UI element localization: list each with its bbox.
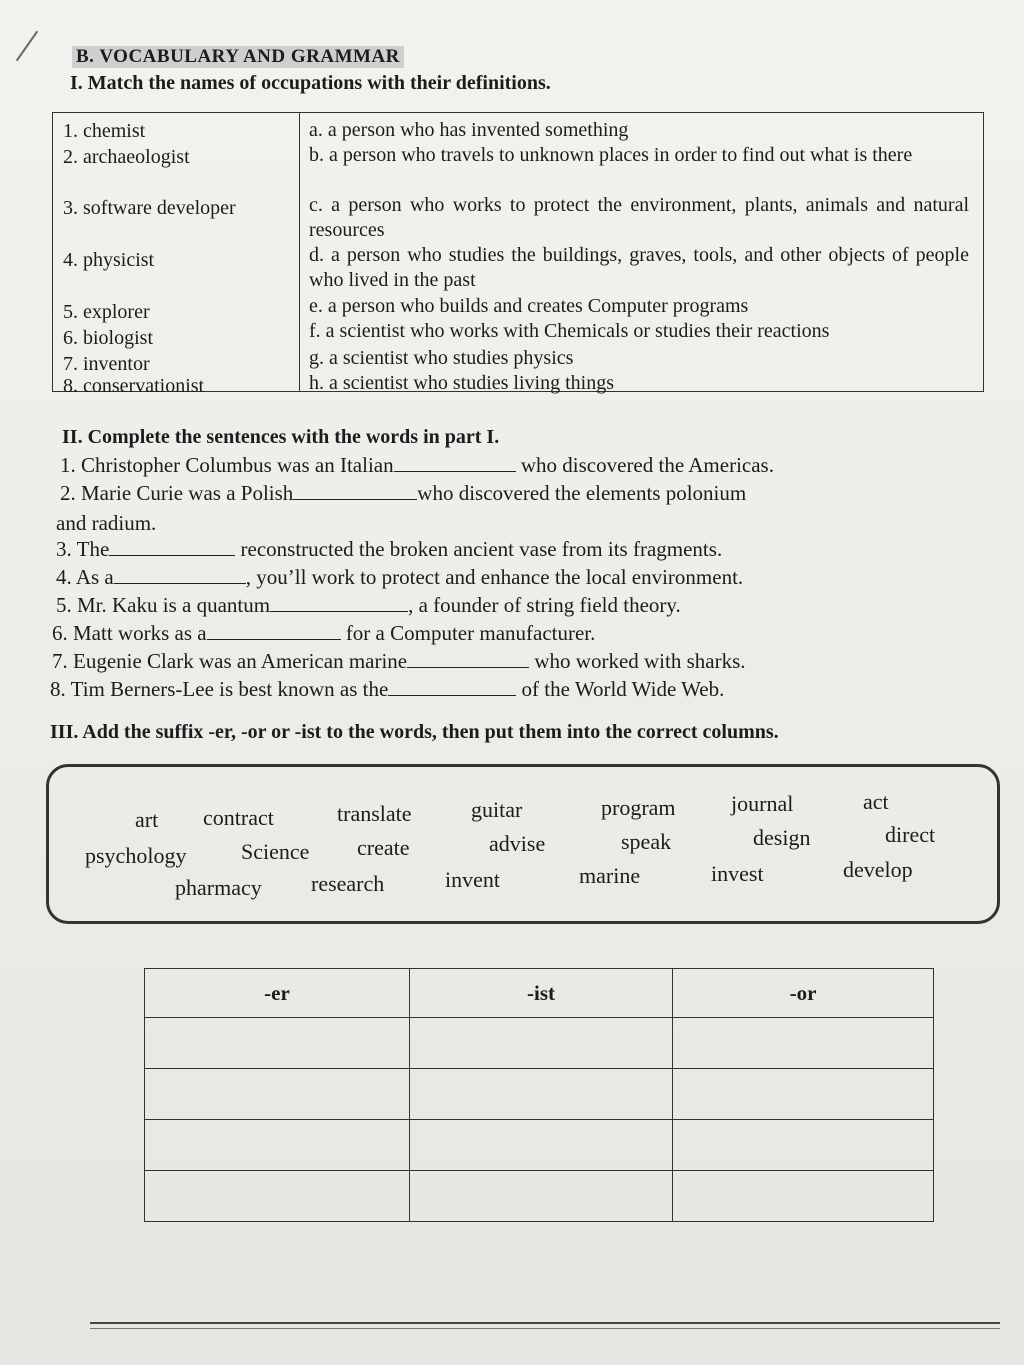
page-footer-rule (90, 1328, 1000, 1329)
answer-cell[interactable] (673, 1018, 934, 1069)
word-item: pharmacy (175, 875, 262, 900)
sentence-text: 7. Eugenie Clark was an American marine (52, 649, 408, 673)
sentence-text: who discovered the elements polonium (417, 481, 747, 505)
word-item: marine (579, 863, 641, 888)
answer-cell[interactable] (673, 1069, 934, 1120)
sentence-text: 3. The (56, 537, 110, 561)
sentence-text: who worked with sharks. (534, 649, 746, 673)
definition-item: d. a person who studies the buildings, graves, tools, and other objects of people who lived in the past (309, 244, 969, 291)
answer-blank[interactable] (207, 621, 341, 640)
suffix-table-header-row (145, 969, 934, 1018)
sentence-2-continued (56, 511, 156, 536)
word-item: guitar (471, 797, 523, 822)
suffix-table (144, 968, 934, 1222)
word-item: invest (711, 861, 764, 886)
answer-blank[interactable] (270, 593, 408, 612)
sentence-6 (52, 621, 595, 646)
pencil-mark (16, 31, 38, 62)
answer-cell[interactable] (673, 1120, 934, 1171)
answer-blank[interactable] (109, 537, 235, 556)
answer-cell[interactable] (410, 1018, 673, 1069)
word-item: create (357, 835, 410, 860)
sentence-text: 2. Marie Curie was a Polish (60, 481, 294, 505)
occupation-item: 8. conservationist (63, 375, 205, 397)
word-item: invent (445, 867, 500, 892)
word-item: direct (885, 822, 936, 847)
sentence-text: 6. Matt works as a (52, 621, 207, 645)
sentence-text: 4. As a (56, 565, 114, 589)
occupation-item: 5. explorer (63, 301, 150, 323)
word-item: speak (621, 829, 672, 854)
answer-cell[interactable] (145, 1018, 410, 1069)
answer-cell[interactable] (145, 1069, 410, 1120)
part1-instruction: I. Match the names of occupations with their definitions. (70, 72, 551, 94)
sentence-3 (56, 537, 722, 562)
answer-blank[interactable] (394, 453, 516, 472)
part3-instruction: III. Add the suffix -er, -or or -ist to the words, then put them into the correct columns. (50, 721, 779, 743)
sentence-1 (60, 453, 774, 478)
word-item: research (311, 871, 385, 896)
table-row (145, 1018, 934, 1069)
sentence-5 (56, 593, 681, 618)
answer-cell[interactable] (673, 1171, 934, 1222)
sentence-text: for a Computer manufacturer. (345, 621, 596, 645)
word-item: act (863, 789, 889, 814)
sentence-text: 5. Mr. Kaku is a quantum (56, 593, 271, 617)
answer-blank[interactable] (114, 565, 246, 584)
word-box (46, 764, 1000, 924)
table-row (145, 1171, 934, 1222)
occupation-item: 2. archaeologist (63, 146, 190, 168)
definition-item: f. a scientist who works with Chemicals or studies their reactions (309, 320, 830, 342)
section-title: B. VOCABULARY AND GRAMMAR (72, 46, 404, 68)
occupation-item: 6. biologist (63, 327, 154, 349)
sentence-text: and radium. (56, 511, 157, 535)
definition-item: e. a person who builds and creates Computer programs (309, 295, 749, 317)
sentence-2 (60, 481, 746, 506)
answer-blank[interactable] (388, 677, 516, 696)
answer-cell[interactable] (410, 1069, 673, 1120)
answer-blank[interactable] (293, 481, 417, 500)
word-item: art (135, 807, 159, 832)
word-item: advise (489, 831, 546, 856)
column-header-ist: -ist (410, 969, 673, 1018)
definition-item: b. a person who travels to unknown places in order to find out what is there (309, 144, 913, 166)
word-item: Science (241, 839, 310, 864)
table-row (145, 1069, 934, 1120)
sentence-text: 1. Christopher Columbus was an Italian (60, 453, 394, 477)
match-table-divider (299, 113, 300, 391)
sentence-text: of the World Wide Web. (521, 677, 725, 701)
sentence-text: , you’ll work to protect and enhance the local environment. (245, 565, 744, 589)
sentence-8 (50, 677, 724, 702)
word-item: journal (731, 791, 794, 816)
occupation-item: 4. physicist (63, 249, 155, 271)
table-row (145, 1120, 934, 1171)
word-item: translate (337, 801, 412, 826)
definition-item: a. a person who has invented something (309, 119, 629, 141)
sentence-text: , a founder of string field theory. (408, 593, 681, 617)
sentence-text: who discovered the Americas. (520, 453, 774, 477)
column-header-er: -er (145, 969, 410, 1018)
definition-item: g. a scientist who studies physics (309, 347, 574, 369)
answer-cell[interactable] (145, 1171, 410, 1222)
word-item: psychology (85, 843, 187, 868)
occupation-item: 7. inventor (63, 353, 150, 375)
definition-item: h. a scientist who studies living things (309, 372, 614, 394)
page-footer-rule (90, 1322, 1000, 1324)
sentence-text: reconstructed the broken ancient vase from its fragments. (240, 537, 723, 561)
word-item: develop (843, 857, 913, 882)
occupation-item: 3. software developer (63, 197, 236, 219)
match-table (52, 112, 984, 397)
sentence-text: 8. Tim Berners-Lee is best known as the (50, 677, 389, 701)
sentence-4 (56, 565, 743, 590)
definition-item: c. a person who works to protect the environment, plants, animals and natural resources (309, 194, 969, 241)
answer-cell[interactable] (145, 1120, 410, 1171)
answer-cell[interactable] (410, 1171, 673, 1222)
word-item: contract (203, 805, 274, 830)
answer-cell[interactable] (410, 1120, 673, 1171)
word-item: program (601, 795, 676, 820)
column-header-or: -or (673, 969, 934, 1018)
sentence-7 (52, 649, 746, 674)
word-item: design (753, 825, 811, 850)
part2-instruction: II. Complete the sentences with the words in part I. (62, 426, 500, 448)
occupation-item: 1. chemist (63, 120, 146, 142)
answer-blank[interactable] (407, 649, 529, 668)
